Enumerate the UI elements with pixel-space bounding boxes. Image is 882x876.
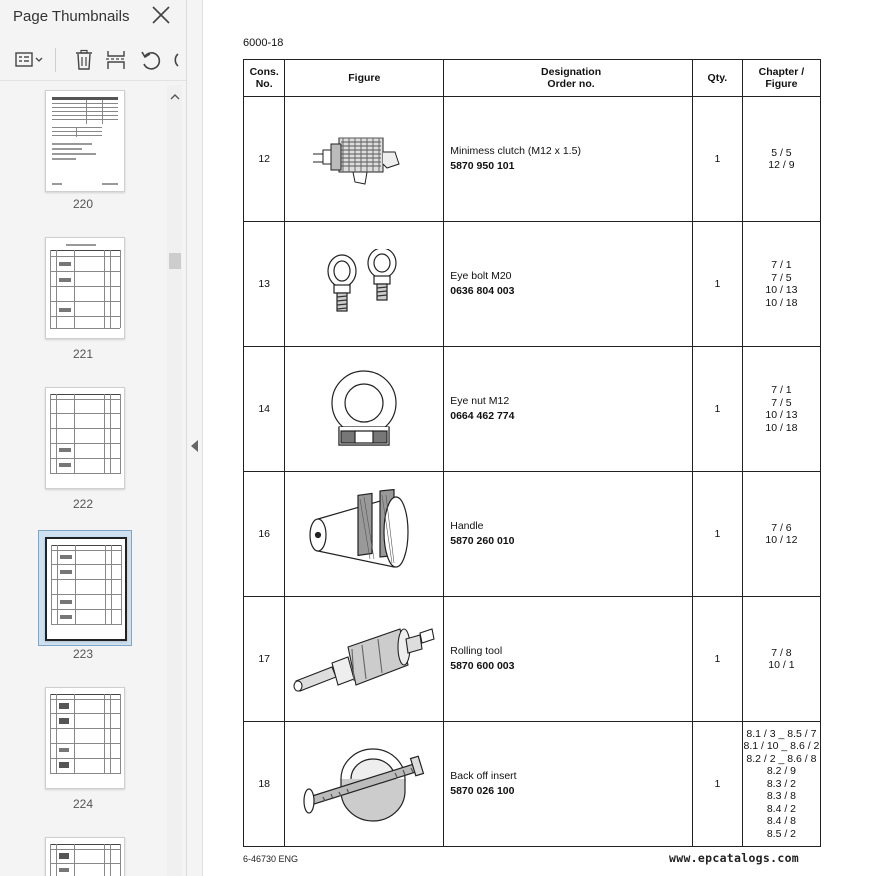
part-name: Back off insert xyxy=(450,770,517,782)
thumbnail-page-number: 223 xyxy=(72,647,94,661)
table-row xyxy=(244,597,821,722)
thumbnail-list[interactable] xyxy=(0,85,166,876)
thumbnail-page-number: 220 xyxy=(72,197,94,211)
order-number: 0636 804 003 xyxy=(450,285,515,297)
cell-cons-no: 14 xyxy=(244,347,285,472)
table-row xyxy=(244,97,821,222)
cell-cons-no: 17 xyxy=(244,597,285,722)
cell-chapter: 8.1 / 3 _ 8.5 / 7 8.1 / 10 _ 8.6 / 2 8.2 / 2 _ 8.6 / 8 8.2 / 9 8.3 / 2 8.3 / 8 8.4 / 2 8.4 / 8 8.5 / 2 xyxy=(742,722,820,847)
cell-chapter: 7 / 1 7 / 5 10 / 13 10 / 18 xyxy=(742,222,820,347)
table-row xyxy=(244,347,821,472)
table-row xyxy=(244,722,821,847)
cell-qty: 1 xyxy=(692,472,742,597)
cell-cons-no: 12 xyxy=(244,97,285,222)
extract-pages-icon[interactable] xyxy=(104,49,128,71)
page-thumbnail[interactable] xyxy=(45,237,125,339)
cell-chapter: 7 / 1 7 / 5 10 / 13 10 / 18 xyxy=(742,347,820,472)
page-thumbnail-selected[interactable] xyxy=(45,537,127,641)
clutch-icon xyxy=(285,97,444,222)
part-name: Eye nut M12 xyxy=(450,395,510,407)
page-thumbnail[interactable] xyxy=(45,387,125,489)
cell-cons-no: 16 xyxy=(244,472,285,597)
collapse-panel-icon[interactable] xyxy=(191,440,199,452)
cell-qty: 1 xyxy=(692,222,742,347)
col-figure: Figure xyxy=(285,60,444,97)
order-number: 5870 950 101 xyxy=(450,160,515,172)
rolling-tool-icon xyxy=(285,597,444,722)
table-row xyxy=(244,472,821,597)
thumbnails-toolbar xyxy=(0,40,186,81)
page-thumbnail[interactable] xyxy=(45,687,125,789)
order-number: 5870 260 010 xyxy=(450,535,515,547)
thumbnails-panel xyxy=(0,0,187,876)
cell-designation xyxy=(444,722,693,847)
cell-designation xyxy=(444,97,693,222)
cell-qty: 1 xyxy=(692,597,742,722)
col-qty: Qty. xyxy=(692,60,742,97)
page-header: 6000-18 xyxy=(243,37,284,49)
part-name: Minimess clutch (M12 x 1.5) xyxy=(450,145,581,157)
cell-designation xyxy=(444,347,693,472)
eye-bolt-icon xyxy=(285,222,444,347)
scroll-up-icon[interactable] xyxy=(170,92,180,102)
cell-chapter: 5 / 5 12 / 9 xyxy=(742,97,820,222)
delete-icon[interactable] xyxy=(72,49,96,71)
cell-designation xyxy=(444,222,693,347)
thumbnail-options-icon[interactable] xyxy=(14,49,46,71)
watermark: www.epcatalogs.com xyxy=(669,851,800,865)
page-footer: 6-46730 ENG xyxy=(243,854,299,864)
handle-icon xyxy=(285,472,444,597)
page-thumbnail[interactable] xyxy=(45,90,125,192)
back-off-insert-icon xyxy=(285,722,444,847)
page-thumbnail[interactable] xyxy=(45,837,125,876)
cell-designation xyxy=(444,597,693,722)
close-icon[interactable] xyxy=(151,5,171,25)
cell-qty: 1 xyxy=(692,722,742,847)
col-designation: Designation Order no. xyxy=(444,60,693,97)
order-number: 5870 026 100 xyxy=(450,785,515,797)
scrollbar-handle[interactable] xyxy=(169,253,181,269)
thumbnail-page-number: 222 xyxy=(72,497,94,511)
rotate-icon[interactable] xyxy=(139,49,163,71)
panel-title: Page Thumbnails xyxy=(13,8,130,25)
cell-cons-no: 18 xyxy=(244,722,285,847)
part-name: Eye bolt M20 xyxy=(450,270,512,282)
parts-table xyxy=(243,59,821,847)
panel-collapse-strip[interactable] xyxy=(187,0,203,876)
more-tools-icon[interactable] xyxy=(170,49,186,71)
col-chapter: Chapter / Figure xyxy=(742,60,820,97)
cell-cons-no: 13 xyxy=(244,222,285,347)
eye-nut-icon xyxy=(285,347,444,472)
cell-qty: 1 xyxy=(692,347,742,472)
order-number: 0664 462 774 xyxy=(450,410,515,422)
part-name: Rolling tool xyxy=(450,645,503,657)
part-name: Handle xyxy=(450,520,484,532)
cell-chapter: 7 / 8 10 / 1 xyxy=(742,597,820,722)
document-page xyxy=(203,0,882,876)
table-row xyxy=(244,222,821,347)
cell-qty: 1 xyxy=(692,97,742,222)
cell-chapter: 7 / 6 10 / 12 xyxy=(742,472,820,597)
thumbnail-page-number: 224 xyxy=(72,797,94,811)
order-number: 5870 600 003 xyxy=(450,660,515,672)
col-cons-no: Cons. No. xyxy=(244,60,285,97)
table-header-row xyxy=(244,60,821,97)
thumbnail-page-number: 221 xyxy=(72,347,94,361)
thumbnail-scrollbar[interactable] xyxy=(167,85,182,876)
toolbar-divider xyxy=(55,48,56,72)
cell-designation xyxy=(444,472,693,597)
